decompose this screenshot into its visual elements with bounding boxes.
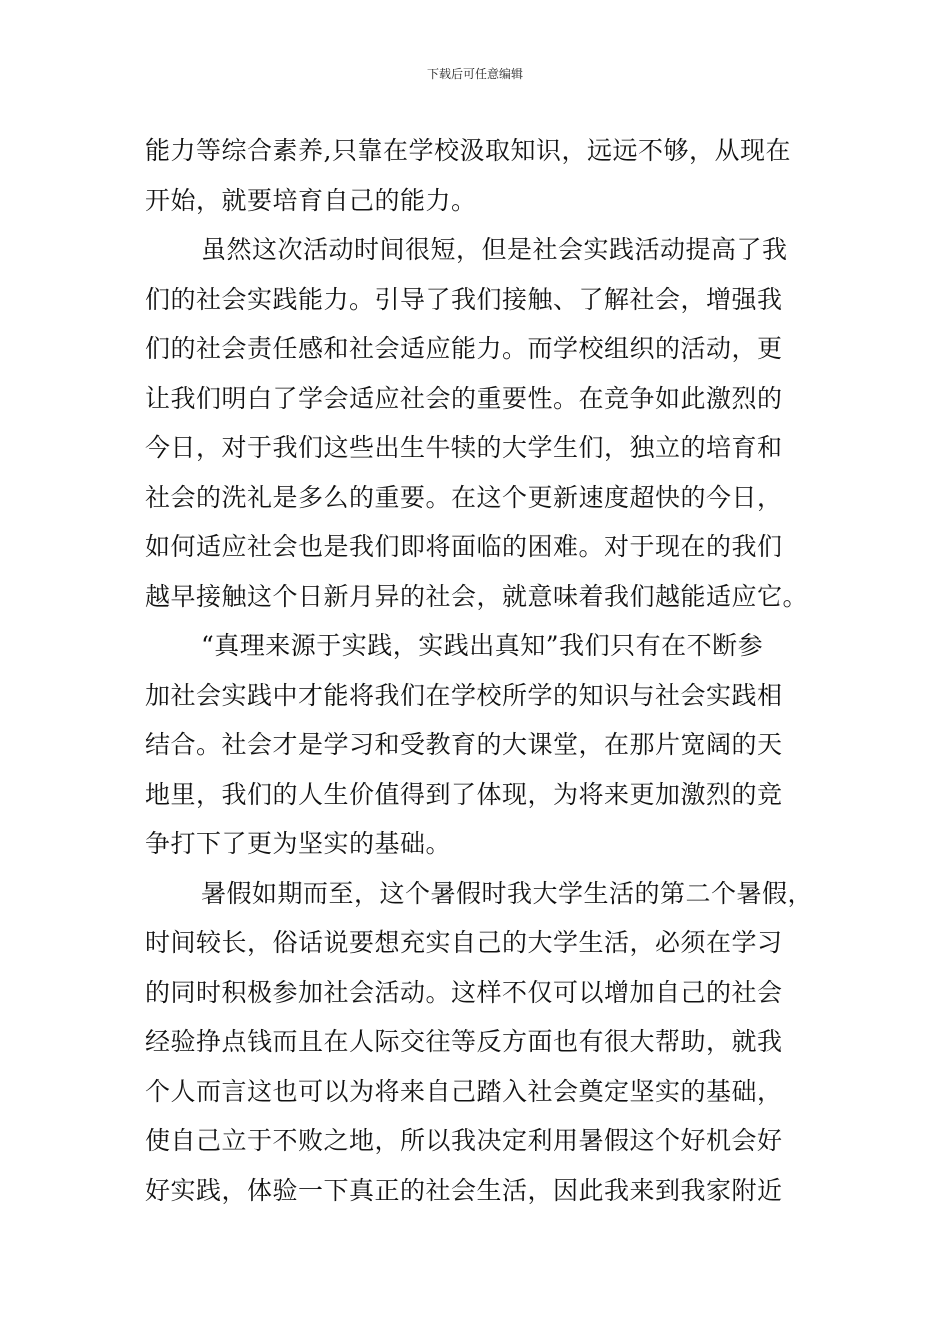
- text-line: 们的社会责任感和社会适应能力。而学校组织的活动，更: [145, 334, 783, 363]
- text-line: 们的社会实践能力。引导了我们接触、了解社会，增强我: [145, 284, 783, 314]
- text-line: 时间较长，俗话说要想充实自己的大学生活，必须在学习: [145, 928, 783, 957]
- text-line: 地里，我们的人生价值得到了体现，为将来更加激烈的竞: [145, 779, 783, 809]
- text-line: 个人而言这也可以为将来自己踏入社会奠定坚实的基础，: [145, 1076, 783, 1106]
- text-line: 的同时积极参加社会活动。这样不仅可以增加自己的社会: [145, 977, 783, 1007]
- text-line: 如何适应社会也是我们即将面临的困难。对于现在的我们: [145, 532, 783, 561]
- text-line: 加社会实践中才能将我们在学校所学的知识与社会实践相: [145, 680, 783, 710]
- text-line: 争打下了更为坚实的基础。: [145, 829, 452, 858]
- text-line: 好实践，体验一下真正的社会生活，因此我来到我家附近: [145, 1175, 783, 1205]
- text-line: 越早接触这个日新月异的社会，就意味着我们越能适应它。: [145, 581, 809, 611]
- text-line: 使自己立于不败之地，所以我决定利用暑假这个好机会好: [145, 1126, 783, 1155]
- text-line: 经验挣点钱而且在人际交往等反方面也有很大帮助，就我: [145, 1027, 783, 1056]
- text-line: 结合。社会才是学习和受教育的大课堂，在那片宽阔的天: [145, 730, 783, 759]
- text-line: 开始，就要培育自己的能力。: [145, 185, 477, 215]
- text-line: 今日，对于我们这些出生牛犊的大学生们，独立的培育和: [145, 433, 783, 462]
- text-line: 能力等综合素养,只靠在学校汲取知识，远远不够，从现在: [145, 136, 791, 165]
- body-text: [145, 126, 813, 1215]
- text-line: 社会的洗礼是多么的重要。在这个更新速度超快的今日，: [145, 482, 783, 512]
- paragraph-first-line: 虽然这次活动时间很短，但是社会实践活动提高了我: [201, 235, 788, 264]
- text-line: 让我们明白了学会适应社会的重要性。在竞争如此激烈的: [145, 383, 783, 413]
- paragraph-first-line: 暑假如期而至，这个暑假时我大学生活的第二个暑假，: [201, 878, 814, 908]
- page-header: 下载后可任意编辑: [426, 67, 523, 81]
- paragraph-first-line: “真理来源于实践，实践出真知”我们只有在不断参: [201, 631, 764, 660]
